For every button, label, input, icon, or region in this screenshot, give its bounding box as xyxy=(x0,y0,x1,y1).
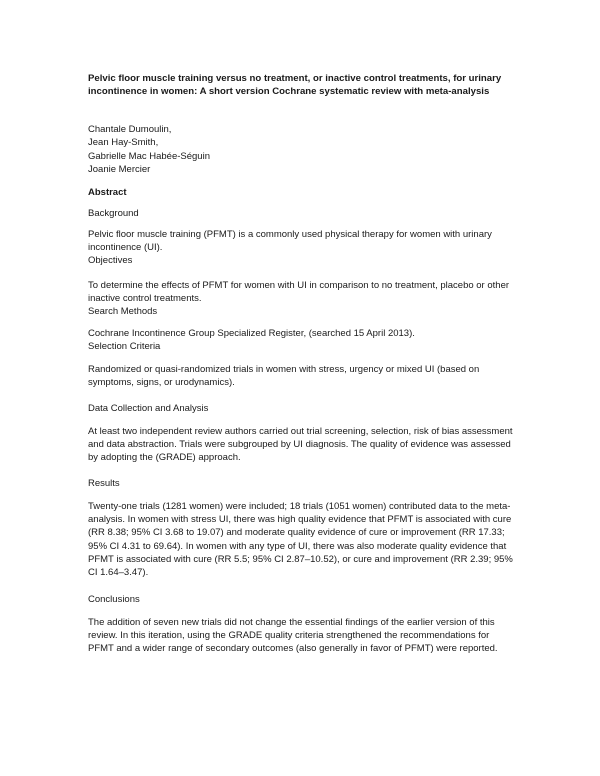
search-methods-heading: Search Methods xyxy=(88,306,158,317)
selection-criteria-heading: Selection Criteria xyxy=(88,341,161,352)
data-collection-text: At least two independent review authors carried out trial screening, selection, risk of bias assessment and data abstraction. Trials were subgrouped by UI diagnosis. The quality of evidence was assessed by adopting the (GRADE) approach. xyxy=(88,426,513,464)
author-list xyxy=(88,123,388,177)
author-name: Jean Hay-Smith, xyxy=(88,137,159,149)
objectives-heading: Objectives xyxy=(88,255,133,266)
background-heading: Background xyxy=(88,208,139,219)
objectives-text: To determine the effects of PFMT for women with UI in comparison to no treatment, placebo or other inactive control treatments. xyxy=(88,280,510,305)
data-collection-heading: Data Collection and Analysis xyxy=(88,403,209,414)
selection-criteria-text: Randomized or quasi-randomized trials in women with stress, urgency or mixed UI (based on symptoms, signs, or urodynamics). xyxy=(88,364,480,389)
results-heading: Results xyxy=(88,478,120,489)
conclusions-heading: Conclusions xyxy=(88,594,140,605)
author-name: Joanie Mercier xyxy=(88,164,151,176)
abstract-heading: Abstract xyxy=(88,187,127,198)
paper-title: Pelvic floor muscle training versus no treatment, or inactive control treatments, for urinary incontinence in women: A short version Cochrane systematic review with meta-analysis xyxy=(88,73,502,98)
search-methods-text: Cochrane Incontinence Group Specialized Register, (searched 15 April 2013). xyxy=(88,328,415,339)
author-name: Chantale Dumoulin, xyxy=(88,124,172,135)
background-text: Pelvic floor muscle training (PFMT) is a commonly used physical therapy for women with urinary incontinence (UI). xyxy=(88,229,492,254)
conclusions-text: The addition of seven new trials did not change the essential findings of the earlier version of this review. In this iteration, using the GRADE quality criteria strengthened the recommendations for PFMT and a wider range of secondary outcomes (also generally in favor of PFMT) were reported. xyxy=(88,617,498,655)
results-text: Twenty-one trials (1281 women) were included; 18 trials (1051 women) contributed data to the meta-analysis. In women with stress UI, there was high quality evidence that PFMT is associated with cure (RR 8.38; 95% CI 3.68 to 19.07) and moderate quality evidence of cure or improvement (RR 17.33; 95% CI 4.31 to 69.64). In women with any type of UI, there was also moderate quality evidence that PFMT is associated with cure (RR 5.5; 95% CI 2.87–10.52), or cure and improvement (RR 2.39; 95% CI 1.64–3.47). xyxy=(88,501,513,579)
author-name: Gabrielle Mac Habée-Séguin xyxy=(88,150,210,162)
